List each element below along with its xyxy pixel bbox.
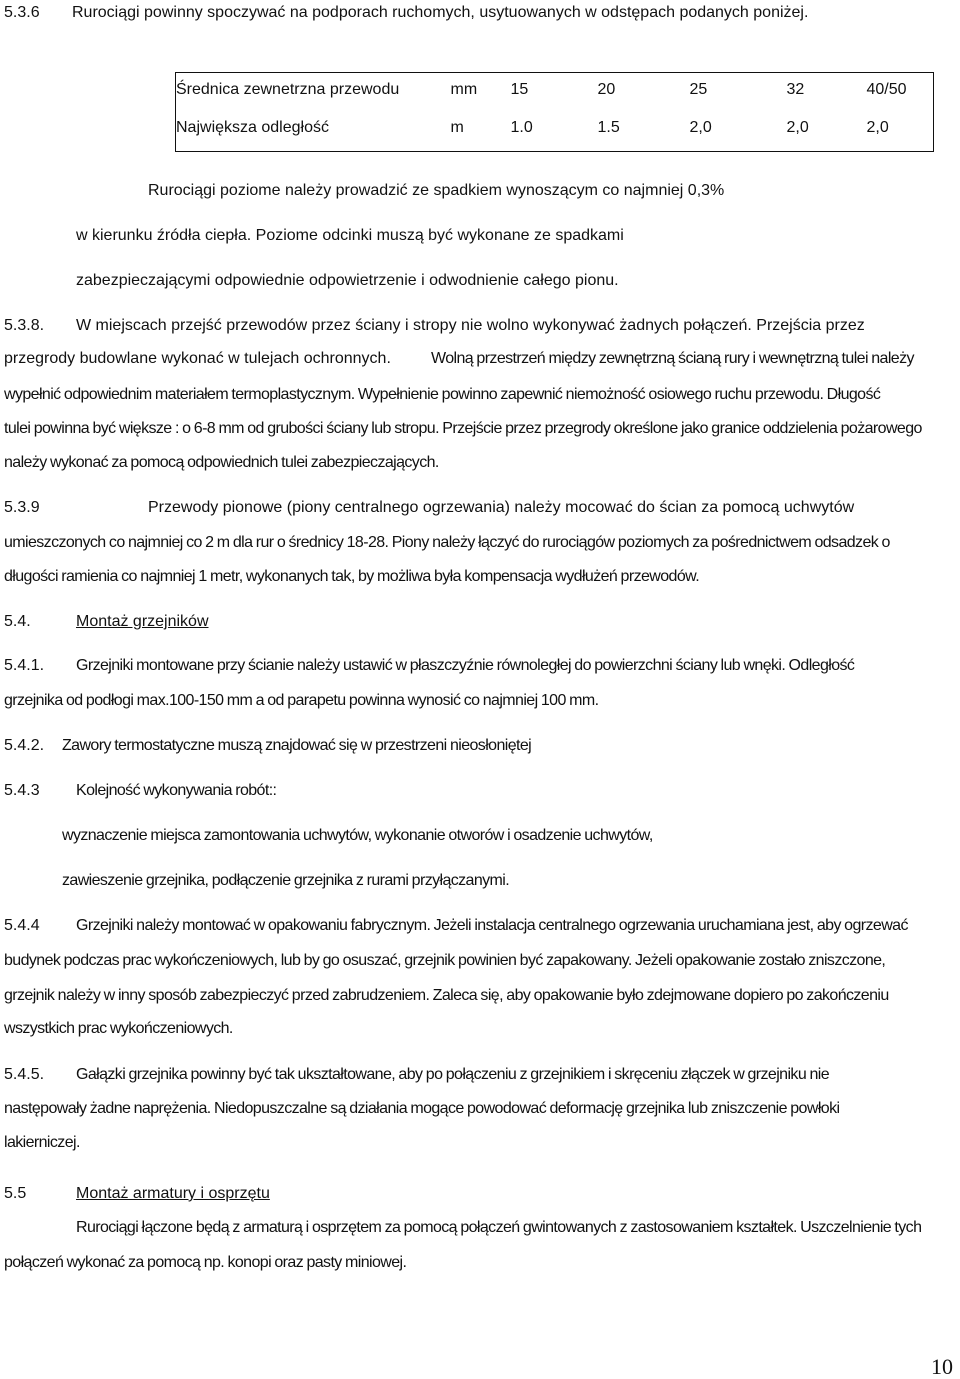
slope-paragraph-line: Rurociągi poziome należy prowadzić ze spadkiem wynoszącym co najmniej 0,3% xyxy=(148,182,725,199)
table-cell: 1.0 xyxy=(510,118,533,136)
section-number-542: 5.4.2. xyxy=(4,737,45,754)
section-545-line: następowały żadne naprężenia. Niedopuszczalne są działania mogące powodować deformację grzejnika lub zniszczenie powłoki xyxy=(4,1100,840,1117)
section-543-item: wyznaczenie miejsca zamontowania uchwytów, wykonanie otworów i osadzenie uchwytów, xyxy=(62,827,653,844)
section-number-543: 5.4.3 xyxy=(4,782,40,799)
section-number-541: 5.4.1. xyxy=(4,657,45,674)
section-number-54: 5.4. xyxy=(4,613,31,630)
section-544-line: budynek podczas prac wykończeniowych, lub by go osuszać, grzejnik powinien być zapakowany. Jeżeli opakowanie zostało zniszczone, xyxy=(4,952,886,969)
slope-paragraph-line: zabezpieczającymi odpowiednie odpowietrzenie i odwodnienie całego pionu. xyxy=(76,272,619,289)
section-number-536: 5.3.6 xyxy=(4,4,40,21)
section-539-line: umieszczonych co najmniej co 2 m dla rur o średnicy 18-28. Piony należy łączyć do rurociągów poziomych za pośrednictwem odsadzek o xyxy=(4,534,890,551)
section-544-line: grzejnik należy w inny sposób zabezpieczyć przed zabrudzeniem. Zaleca się, aby opakowanie było zdejmowane dopiero po zakończeniu xyxy=(4,987,889,1004)
table-row xyxy=(176,118,934,152)
section-539-line: długości ramienia co najmniej 1 metr, wykonanych tak, by możliwa była kompensacja wydłużeń przewodów. xyxy=(4,568,700,585)
table-cell: m xyxy=(450,118,464,136)
section-539-line: Przewody pionowe (piony centralnego ogrzewania) należy mocować do ścian za pomocą uchwytów xyxy=(148,499,855,516)
section-538-line: przegrody budowlane wykonać w tulejach ochronnych. xyxy=(4,350,391,367)
table-cell: 25 xyxy=(689,81,708,98)
section-538-line: należy wykonać za pomocą odpowiednich tulei zabezpieczających. xyxy=(4,454,439,471)
slope-paragraph-line: w kierunku źródła ciepła. Poziome odcinki muszą być wykonane ze spadkami xyxy=(76,227,624,244)
table-cell: 2,0 xyxy=(866,118,889,136)
section-number-544: 5.4.4 xyxy=(4,917,40,934)
section-542-text: Zawory termostatyczne muszą znajdować się w przestrzeni nieosłoniętej xyxy=(62,737,532,754)
section-number-545: 5.4.5. xyxy=(4,1066,45,1083)
section-545-line: lakierniczej. xyxy=(4,1134,80,1151)
section-538-line: Wolną przestrzeń między zewnętrzną ścianą rury i wewnętrzną tulei należy xyxy=(431,350,914,367)
section-543-title: Kolejność wykonywania robót:: xyxy=(76,782,277,799)
table-cell: Średnica zewnetrzna przewodu xyxy=(176,81,400,98)
section-545-line: Gałązki grzejnika powinny być tak ukształtowane, aby po połączeniu z grzejnikiem i skręceniu złączek w grzejniku nie xyxy=(76,1066,830,1083)
table-cell: 40/50 xyxy=(866,81,907,98)
section-543-item: zawieszenie grzejnika, podłączenie grzejnika z rurami przyłączanymi. xyxy=(62,872,510,889)
section-number-538: 5.3.8. xyxy=(4,317,45,334)
section-541-line: grzejnika od podłogi max.100-150 mm a od parapetu powinna wynosić co najmniej 100 mm. xyxy=(4,692,599,709)
table-cell: 2,0 xyxy=(689,118,712,136)
section-55-title: Montaż armatury i osprzętu xyxy=(76,1185,270,1202)
section-number-55: 5.5 xyxy=(4,1185,27,1202)
spacing-table xyxy=(175,72,934,152)
section-536-text: Rurociągi powinny spoczywać na podporach ruchomych, usytuowanych w odstępach podanych poniżej. xyxy=(72,4,809,21)
table-cell: Największa odległość xyxy=(176,118,329,136)
section-541-line: Grzejniki montowane przy ścianie należy ustawić w płaszczyźnie równoległej do powierzchni ściany lub wnęki. Odległość xyxy=(76,657,855,674)
table-cell: 15 xyxy=(510,81,529,98)
section-number-539: 5.3.9 xyxy=(4,499,40,516)
section-538-line: wypełnić odpowiednim materiałem termoplastycznym. Wypełnienie powinno zapewnić niemożność osiowego ruchu przewodu. Długość xyxy=(4,386,881,403)
section-55-line: połączeń wykonać za pomocą np. konopi oraz pasty miniowej. xyxy=(4,1254,407,1271)
table-cell: mm xyxy=(450,81,478,98)
section-538-line: W miejscach przejść przewodów przez ściany i stropy nie wolno wykonywać żadnych połączeń. Przejścia przez xyxy=(76,317,865,334)
table-row xyxy=(176,73,934,118)
table-cell: 32 xyxy=(786,81,805,98)
section-538-line: tulei powinna być większe : o 6-8 mm od grubości ściany lub stropu. Przejście przez przegrody określone jako granice oddzielenia pożarowego xyxy=(4,420,922,437)
table-cell: 2,0 xyxy=(786,118,809,136)
table-cell: 20 xyxy=(597,81,616,98)
table-cell: 1.5 xyxy=(597,118,620,136)
section-55-line: Rurociągi łączone będą z armaturą i osprzętem za pomocą połączeń gwintowanych z zastosowaniem kształtek. Uszczelnienie tych xyxy=(76,1219,922,1236)
section-54-title: Montaż grzejników xyxy=(76,613,209,630)
page-number: 10 xyxy=(931,1354,953,1379)
section-544-line: wszystkich prac wykończeniowych. xyxy=(4,1020,233,1037)
section-544-line: Grzejniki należy montować w opakowaniu fabrycznym. Jeżeli instalacja centralnego ogrzewania uruchamiana jest, aby ogrzewać xyxy=(76,917,908,934)
